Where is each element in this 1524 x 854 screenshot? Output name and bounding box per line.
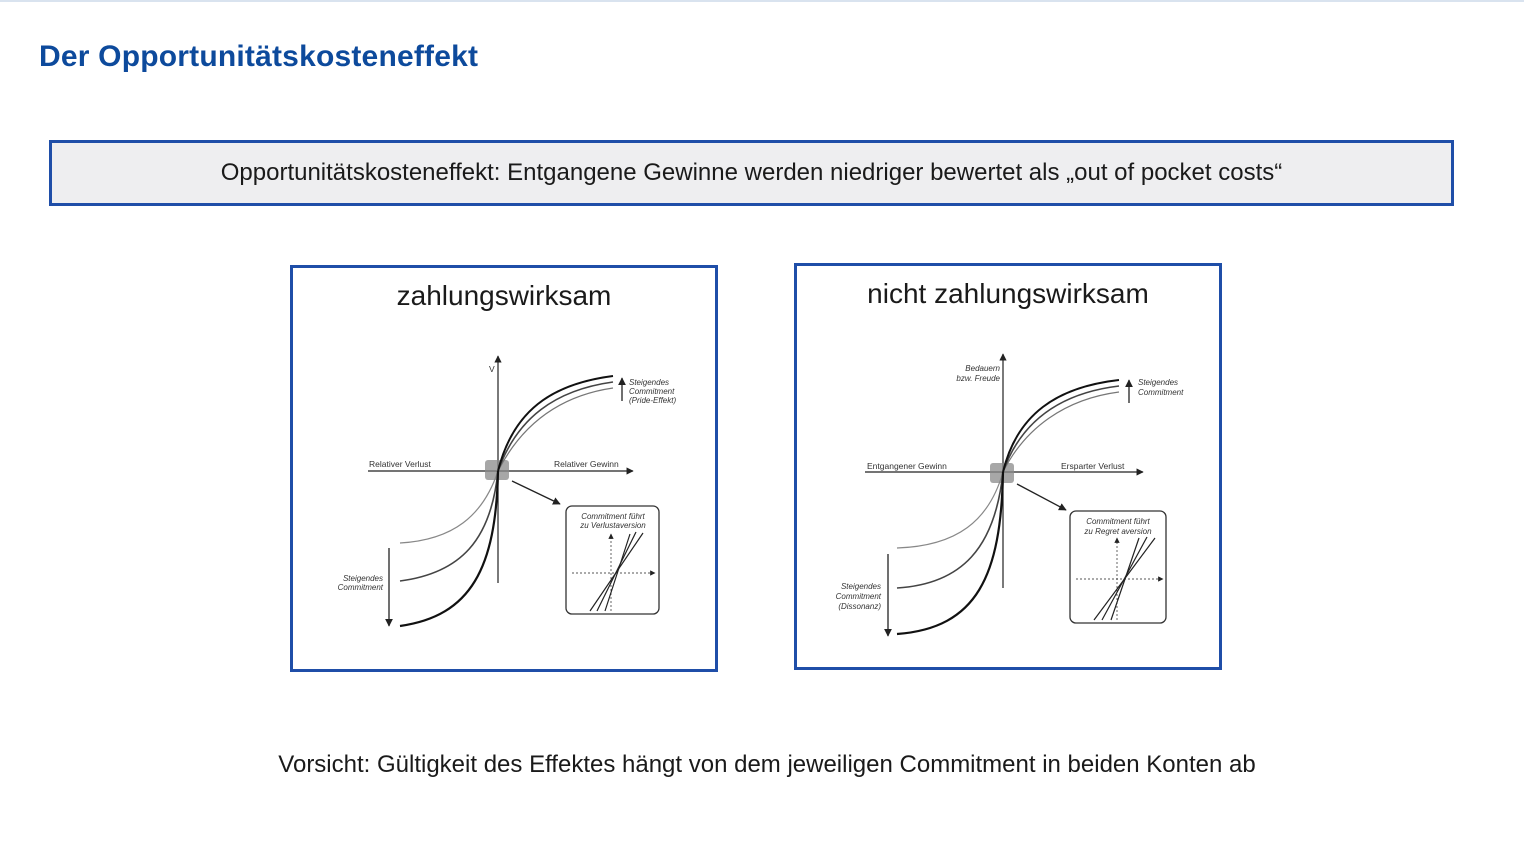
- upper-note-line-1: Steigendes: [629, 378, 670, 387]
- panel-title: zahlungswirksam: [396, 280, 612, 311]
- loss-curve-2: [897, 472, 1003, 588]
- inset-note-line-1: Commitment führt: [1086, 517, 1150, 526]
- upper-note-line-3: (Pride-Effekt): [629, 396, 677, 405]
- gain-curve-3: [1003, 380, 1119, 472]
- loss-curve-3: [897, 472, 1003, 634]
- regret-function-diagram: [797, 266, 1219, 667]
- loss-curve-3: [400, 471, 498, 626]
- inset-note-line-2: zu Regret aversion: [1084, 527, 1152, 536]
- gain-curve-3: [498, 376, 613, 471]
- inset-pointer-arrow: [1017, 484, 1066, 510]
- loss-curve-1: [897, 472, 1003, 548]
- banner-text: Opportunitätskosteneffekt: Entgangene Gewinne werden niedriger bewertet als „out of pocket costs“: [220, 159, 1283, 186]
- x-axis-right-label: Ersparter Verlust: [1061, 461, 1125, 471]
- value-function-diagram: [293, 268, 715, 669]
- inset-note-line-1: Commitment führt: [581, 512, 645, 521]
- panel-nicht-zahlungswirksam: [794, 263, 1222, 670]
- footer-note: Vorsicht: Gültigkeit des Effektes hängt von dem jeweiligen Commitment in beiden Konten ab: [278, 751, 1256, 778]
- gain-curve-2: [498, 382, 613, 471]
- upper-note-line-2: Commitment: [1138, 388, 1184, 397]
- x-axis-left-label: Entgangener Gewinn: [867, 461, 947, 471]
- lower-note-line-3: (Dissonanz): [838, 602, 881, 611]
- lower-note-line-1: Steigendes: [840, 582, 881, 591]
- definition-banner: [49, 140, 1454, 206]
- panel-title: nicht zahlungswirksam: [867, 278, 1149, 309]
- x-axis-right-label: Relativer Gewinn: [554, 459, 619, 469]
- y-axis-label: V: [489, 364, 495, 374]
- gain-curve-2: [1003, 386, 1119, 472]
- x-axis-left-label: Relativer Verlust: [369, 459, 431, 469]
- slide-title: Der Opportunitätskosteneffekt: [39, 40, 479, 73]
- y-axis-label-line-2: bzw. Freude: [956, 374, 1000, 383]
- loss-curve-1: [400, 471, 498, 543]
- lower-note-line-2: Commitment: [835, 592, 881, 601]
- upper-note-line-1: Steigendes: [1138, 378, 1179, 387]
- inset-note-line-2: zu Verlustaversion: [580, 521, 646, 530]
- lower-note-line-1: Steigendes: [342, 574, 383, 583]
- inset-pointer-arrow: [512, 481, 560, 504]
- panel-zahlungswirksam: [290, 265, 718, 672]
- top-rule: [0, 0, 1524, 2]
- lower-note-line-2: Commitment: [337, 583, 383, 592]
- upper-note-line-2: Commitment: [629, 387, 675, 396]
- y-axis-label-line-1: Bedauern: [965, 364, 1000, 373]
